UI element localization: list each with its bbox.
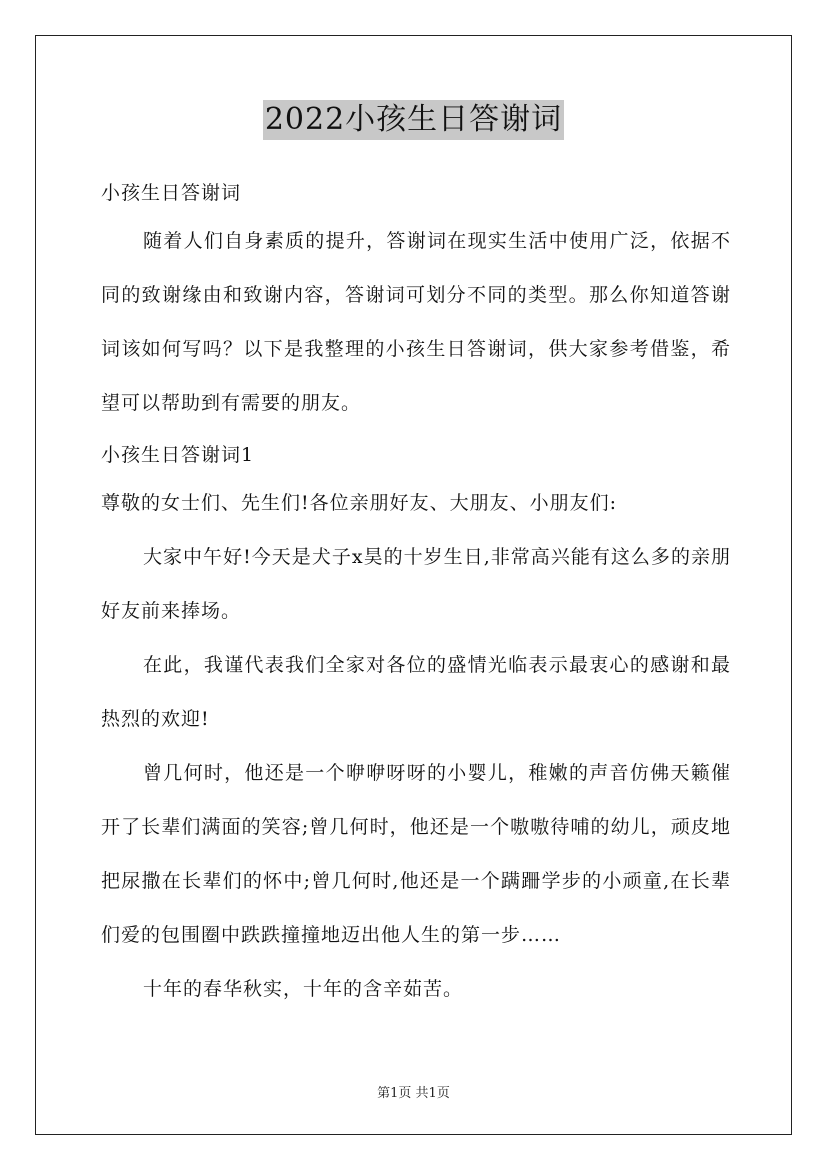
body-paragraph: 在此，我谨代表我们全家对各位的盛情光临表示最衷心的感谢和最热烈的欢迎!	[101, 654, 731, 730]
body-paragraph: 曾几何时，他还是一个咿咿呀呀的小婴儿，稚嫩的声音仿佛天籁催开了长辈们满面的笑容;曾几何时，他还是一个嗷嗷待哺的幼儿，顽皮地把尿撒在长辈们的怀中;曾几何时,他还是一个蹒跚学步的小顽童,在长辈们爱的包围圈中跌跌撞撞地迈出他人生的第一步……	[101, 762, 731, 946]
page-footer	[0, 1082, 827, 1101]
document-body	[101, 172, 731, 1016]
subtitle: 小孩生日答谢词	[101, 182, 242, 204]
salutation: 尊敬的女士们、先生们!各位亲朋好友、大朋友、小朋友们:	[101, 492, 618, 514]
body-paragraph: 大家中午好!今天是犬子x昊的十岁生日,非常高兴能有这么多的亲朋好友前来捧场。	[101, 546, 731, 622]
document-title: 2022小孩生日答谢词	[263, 100, 564, 140]
intro-paragraph: 随着人们自身素质的提升，答谢词在现实生活中使用广泛，依据不同的致谢缘由和致谢内容，答谢词可划分不同的类型。那么你知道答谢词该如何写吗？以下是我整理的小孩生日答谢词，供大家参考借鉴，希望可以帮助到有需要的朋友。	[101, 230, 731, 414]
body-paragraph: 十年的春华秋实，十年的含辛茹苦。	[143, 978, 464, 1000]
title-container	[0, 100, 827, 140]
section-heading: 小孩生日答谢词1	[101, 444, 255, 466]
page-number-label: 第1页 共1页	[377, 1086, 450, 1101]
